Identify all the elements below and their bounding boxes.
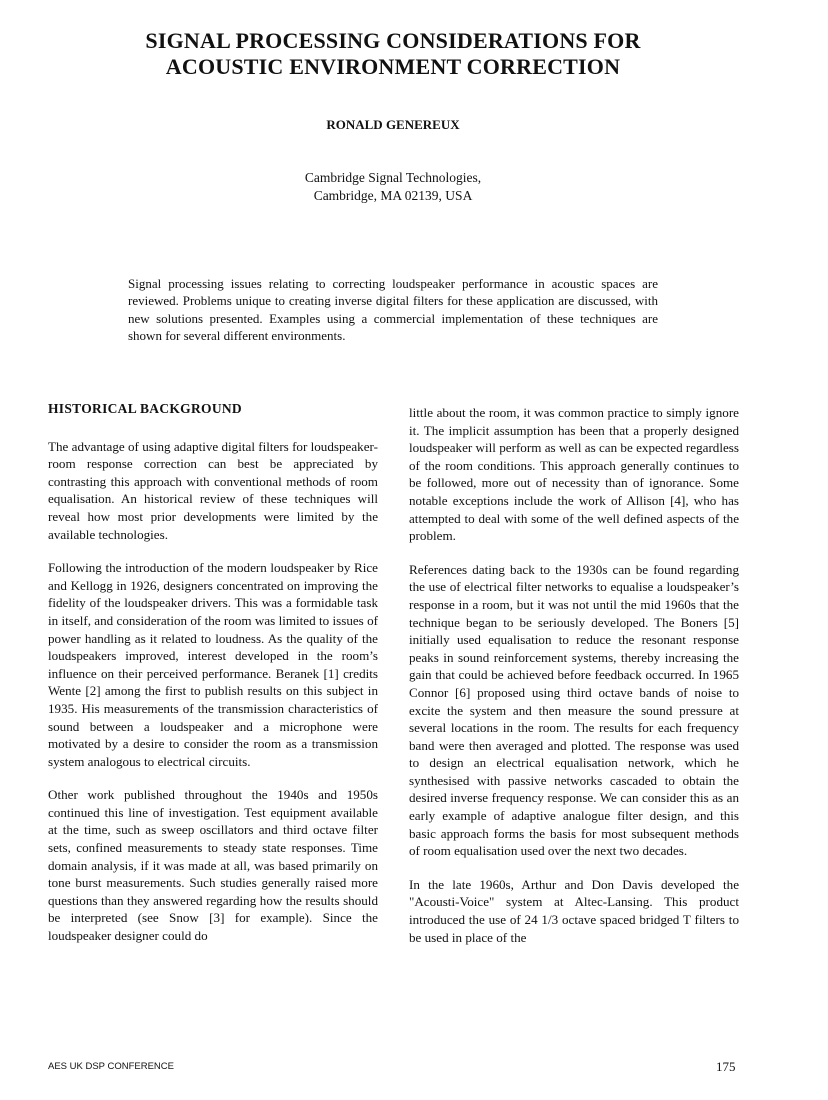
affiliation-line-2: Cambridge, MA 02139, USA xyxy=(313,188,473,203)
title-line-2: ACOUSTIC ENVIRONMENT CORRECTION xyxy=(165,54,621,79)
page-number: 175 xyxy=(716,1059,736,1074)
paragraph: In the late 1960s, Arthur and Don Davis developed the "Acousti-Voice" system at Altec-Lansing. This product introduced the use of 24 1/3 octave spaced bridged T filters to be used in place of the xyxy=(409,876,739,945)
paragraph: Following the introduction of the modern loudspeaker by Rice and Kellogg in 1926, designers concentrated on improving the fidelity of the loudspeaker drivers. This was a formidable task in itself, and consideration of the room was limited to issues of power handling as it related to loudness. As the quality of the loudspeakers improved, interest developed in the room’s influence on their perceived performance. Beranek [1] credits Wente [2] among the first to publish results on this subject in 1935. His measurements of the transmission characteristics of sound between a loudspeaker and a microphone were motivated by a desire to consider the room as a transmission system analogous to electrical circuits. xyxy=(48,560,378,769)
paper-title xyxy=(0,28,786,80)
left-column xyxy=(48,400,378,961)
right-column xyxy=(409,404,739,962)
paragraph: The advantage of using adaptive digital filters for loudspeaker-room response correction can best be appreciated by contrasting this approach with conventional methods of room equalisation. An historical review of these techniques will reveal how most prior developments were limited by the available technologies. xyxy=(48,438,378,542)
author-name: RONALD GENEREUX xyxy=(326,117,460,132)
section-heading: HISTORICAL BACKGROUND xyxy=(48,401,242,416)
paragraph: References dating back to the 1930s can be found regarding the use of electrical filter networks to equalise a loudspeaker’s response in a room, but it was not until the mid 1960s that the technique began to be seriously developed. The Boners [5] initially used equalisation to reduce the resonant response peaks in sound reinforcement systems, thereby increasing the gain that could be achieved before feedback occurred. In 1965 Connor [6] proposed using third octave bands of noise to excite the system and then measure the sound pressure at several locations in the room. The results for each frequency band were then averaged and plotted. The response was used to design an electrical equalisation network, which he synthesised with passive networks cascaded to obtain the desired inverse frequency response. We can consider this as an early example of adaptive analogue filter design, and this basic approach forms the basis for most subsequent methods of room equalisation used over the next two decades. xyxy=(409,561,739,859)
affiliation xyxy=(0,169,786,205)
paragraph: Other work published throughout the 1940s and 1950s continued this line of investigation. Test equipment available at the time, such as sweep oscillators and third octave filter sets, confined measurements to steady state responses. Time domain analysis, if it was made at all, was based primarily on tone burst measurements. Such studies generally raised more questions than they answered regarding how the results should be interpreted (see Snow [3] for example). Since the loudspeaker designer could do xyxy=(48,787,378,944)
paragraph: little about the room, it was common practice to simply ignore it. The implicit assumption has been that a properly designed loudspeaker will perform as well as can be expected regardless of the room conditions. This approach generally continues to be followed, more out of necessity than of ignorance. Some notable exceptions include the work of Allison [4], who has attempted to deal with some of the well defined aspects of the problem. xyxy=(409,405,739,544)
title-line-1: SIGNAL PROCESSING CONSIDERATIONS FOR xyxy=(145,28,641,53)
affiliation-line-1: Cambridge Signal Technologies, xyxy=(304,170,482,185)
abstract: Signal processing issues relating to correcting loudspeaker performance in acoustic spaces are reviewed. Problems unique to creating inverse digital filters for these application are discussed, with new solutions presented. Examples using a commercial implementation of these techniques are shown for several different environments. xyxy=(128,276,658,343)
conference-footer: AES UK DSP CONFERENCE xyxy=(48,1061,174,1072)
